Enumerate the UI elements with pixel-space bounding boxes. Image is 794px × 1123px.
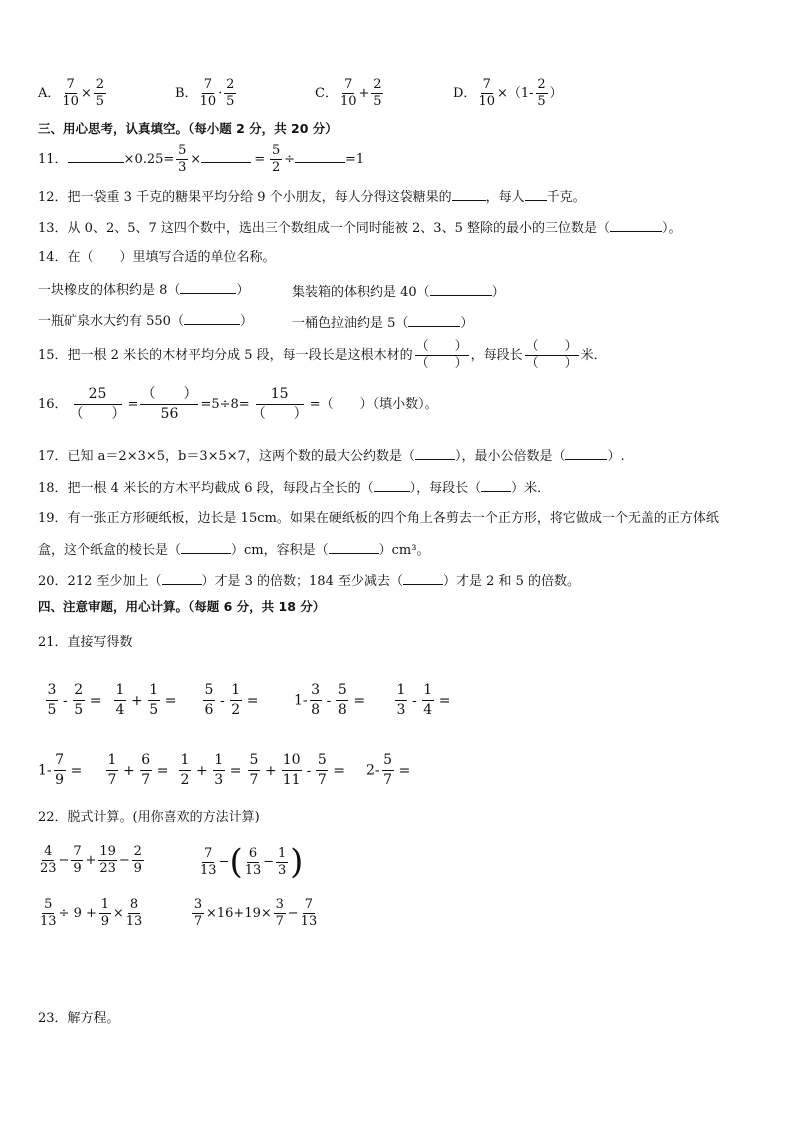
- fraction: $\frac{2}{5}$: [537, 77, 546, 109]
- q22-expression-2: $\frac{7}{13}$ −( $\frac{6}{13}$ − $\frac{1}{3}$ ): [200, 842, 304, 882]
- answer-blank[interactable]: [184, 312, 240, 325]
- question-16: 16． $\frac{25}{( )}$ = $\frac{( )}{56}$ =5÷8= $\frac{15}{( )}$ =（ ）（填小数）。: [38, 386, 438, 422]
- answer-blank[interactable]: [430, 283, 492, 296]
- question-20: 20．212 至少加上（ ）才是 3 的倍数；184 至少减去（ ）才是 2 和 5 的倍数。: [38, 574, 581, 589]
- fraction: $\frac{2}{5}$: [95, 77, 104, 109]
- answer-blank[interactable]: [525, 188, 547, 201]
- q21-item-10: 2- $\frac{5}{7}$ =: [366, 752, 411, 788]
- answer-blank[interactable]: [481, 479, 511, 492]
- fraction: $\frac{2}{5}$: [373, 77, 382, 109]
- question-14d: 一桶色拉油约是 5（ ）: [292, 316, 474, 331]
- answer-blank[interactable]: [201, 150, 251, 163]
- q21-item-6: 1- $\frac{7}{9}$ =: [38, 752, 83, 788]
- answer-blank[interactable]: [181, 541, 231, 554]
- fraction-blank[interactable]: $\frac{( )}{( )}$: [415, 339, 468, 371]
- answer-blank[interactable]: [408, 314, 460, 327]
- q21-item-3: $\frac{5}{6}$ - $\frac{1}{2}$ =: [204, 682, 259, 718]
- answer-blank[interactable]: [162, 572, 202, 585]
- question-21-title: 21．直接写得数: [38, 635, 133, 650]
- fraction: $\frac{7}{10}$: [199, 77, 217, 109]
- q21-item-9: $\frac{5}{7}$ + $\frac{10}{11}$ - $\frac{5}{7}$ =: [249, 752, 346, 788]
- q22-expression-4: $\frac{3}{7}$ ×16+19× $\frac{3}{7}$ − $\frac{7}{13}$: [193, 897, 318, 929]
- fraction: $\frac{7}{10}$: [62, 77, 79, 109]
- option-d: D． $\frac{7}{10}$ ×（1- $\frac{2}{5}$ ）: [453, 77, 563, 109]
- answer-blank[interactable]: [180, 281, 236, 294]
- question-14: 14．在（ ）里填写合适的单位名称。: [38, 250, 276, 265]
- section-3-title: 三、用心思考，认真填空。（每小题 2 分，共 20 分）: [38, 121, 338, 136]
- question-13: 13．从 0、2、5、7 这四个数中，选出三个数组成一个同时能被 2、3、5 整除的最小的三位数是（ ）。: [38, 221, 682, 236]
- fraction: $\frac{25}{( )}$: [69, 386, 126, 422]
- fraction: $\frac{2}{5}$: [226, 77, 235, 109]
- question-14c: 一瓶矿泉水大约有 550（ ）: [38, 314, 253, 329]
- fraction: $\frac{5}{2}$: [271, 143, 281, 175]
- question-12: 12．把一袋重 3 千克的糖果平均分给 9 个小朋友，每人分得这袋糖果的 ，每人 千克。: [38, 190, 586, 205]
- fraction: $\frac{5}{3}$: [178, 143, 187, 175]
- fraction: $\frac{15}{( )}$: [251, 386, 308, 422]
- q21-item-7: $\frac{1}{7}$ + $\frac{6}{7}$ =: [107, 752, 169, 788]
- fraction: $\frac{( )}{56}$: [141, 386, 198, 422]
- question-18: 18．把一根 4 米长的方木平均截成 6 段，每段占全长的（ ），每段长（ ）米．: [38, 481, 551, 496]
- question-19-line-1: 19．有一张正方形硬纸板，边长是 15cm。如果在硬纸板的四个角上各剪去一个正方形，将它做成一个无盖的正方体纸: [38, 511, 719, 526]
- q21-item-1: $\frac{3}{5}$ - $\frac{2}{5}$ =: [47, 682, 102, 718]
- section-4-title: 四、注意审题，用心计算。（每题 6 分，共 18 分）: [38, 599, 326, 614]
- question-17: 17．已知 a＝2×3×5，b＝3×5×7，这两个数的最大公约数是（ ），最小公倍数是（ ）.: [38, 449, 625, 464]
- q21-item-4: 1- $\frac{3}{8}$ - $\frac{5}{8}$ =: [294, 682, 366, 718]
- option-c: C． $\frac{7}{10}$ + $\frac{2}{5}$: [315, 77, 382, 109]
- question-14a: 一块橡皮的体积约是 8（ ）: [38, 283, 250, 298]
- answer-blank[interactable]: [374, 479, 410, 492]
- question-19-line-2: 盒，这个纸盒的棱长是（ ）cm，容积是（ ）cm³。: [38, 543, 430, 558]
- answer-blank[interactable]: [610, 219, 662, 232]
- fraction: $\frac{7}{10}$: [478, 77, 495, 109]
- answer-blank[interactable]: [452, 188, 486, 201]
- fraction: $\frac{7}{10}$: [339, 77, 357, 109]
- q22-expression-1: $\frac{4}{23}$ − $\frac{7}{9}$ + $\frac{19}{23}$ − $\frac{2}{9}$: [40, 844, 142, 876]
- question-15: 15．把一根 2 米长的木材平均分成 5 段，每一段长是这根木材的 $\frac{( )}{( )}$ ，每段长 $\frac{( )}{( )}$ 米．: [38, 339, 607, 371]
- answer-blank[interactable]: [415, 447, 455, 460]
- fraction-blank[interactable]: $\frac{( )}{( )}$: [525, 339, 578, 371]
- q21-item-8: $\frac{1}{2}$ + $\frac{1}{3}$ =: [180, 752, 242, 788]
- answer-blank[interactable]: [329, 541, 379, 554]
- question-11: 11． ×0.25= $\frac{5}{3}$ × = $\frac{5}{2}$ ÷ =1: [38, 143, 365, 175]
- question-14b: 集装箱的体积约是 40（ ）: [292, 285, 505, 300]
- q21-item-5: $\frac{1}{3}$ - $\frac{1}{4}$ =: [396, 682, 451, 718]
- answer-blank[interactable]: [295, 150, 345, 163]
- q22-expression-3: $\frac{5}{13}$ ÷ 9 + $\frac{1}{9}$ × $\frac{8}{13}$: [40, 897, 143, 929]
- question-22-title: 22．脱式计算。(用你喜欢的方法计算): [38, 810, 260, 825]
- option-a: A． $\frac{7}{10}$ × $\frac{2}{5}$: [38, 77, 104, 109]
- answer-blank[interactable]: [68, 150, 124, 163]
- answer-blank[interactable]: [403, 572, 443, 585]
- answer-blank[interactable]: [565, 447, 607, 460]
- q21-item-2: $\frac{1}{4}$ + $\frac{1}{5}$ =: [115, 682, 177, 718]
- question-23-title: 23．解方程。: [38, 1011, 120, 1026]
- option-b: B． $\frac{7}{10}$ · $\frac{2}{5}$: [175, 77, 235, 109]
